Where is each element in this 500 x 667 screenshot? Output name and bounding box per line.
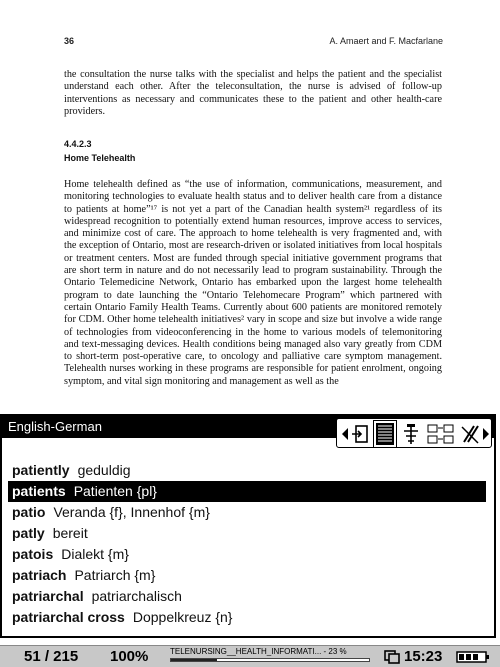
entry-translation: Doppelkreuz {n} — [132, 609, 233, 625]
entry-word: patriarchal — [12, 588, 84, 604]
reading-progress-fill — [171, 659, 217, 661]
entry-translation: patriarchalisch — [91, 588, 182, 604]
paragraph-top: the consultation the nurse talks with the specialist and helps the patient and the specialist understand each other. After the teleconsultation, the nurse is advised of follow-up interventions as necessary and communicates these to the patient and other health-care providers. — [64, 69, 442, 117]
page-number: 36 — [64, 36, 75, 46]
dictionary-entry[interactable] — [8, 460, 486, 481]
screen-rotate-icon[interactable] — [384, 650, 400, 664]
dictionary-popup[interactable] — [0, 414, 496, 638]
clock: 15:23 — [404, 648, 443, 665]
exit-icon[interactable] — [351, 423, 369, 445]
entry-word: patiently — [12, 462, 70, 478]
entry-translation: Dialekt {m} — [61, 546, 129, 562]
entry-word: patients — [12, 483, 66, 499]
entry-translation: Veranda {f}, Innenhof {m} — [53, 504, 210, 520]
language-switch-icon[interactable] — [427, 423, 455, 445]
section-title: Home Telehealth — [64, 153, 136, 163]
reading-progress-bar — [170, 658, 370, 662]
dictionary-entry-list — [8, 460, 486, 628]
entry-translation: geduldig — [77, 462, 131, 478]
entry-word: patly — [12, 525, 45, 541]
dictionary-toolbar — [336, 418, 492, 448]
status-bar — [0, 645, 500, 667]
book-title: TELENURSING__HEALTH_INFORMATI... - 23 % — [170, 647, 347, 656]
dictionary-entry[interactable] — [8, 607, 486, 628]
entry-word: patio — [12, 504, 46, 520]
zoom-level[interactable]: 100% — [110, 648, 149, 665]
next-arrow-icon[interactable] — [482, 423, 490, 445]
no-marker-icon[interactable] — [461, 423, 479, 445]
entry-translation: Patriarch {m} — [74, 567, 156, 583]
dictionary-entry[interactable] — [8, 502, 486, 523]
battery-icon — [456, 651, 490, 663]
dictionary-entry[interactable] — [8, 481, 486, 502]
section-number: 4.4.2.3 — [64, 139, 92, 149]
entry-word: patois — [12, 546, 54, 562]
dictionary-title: English-German — [8, 419, 102, 434]
dictionary-entry[interactable] — [8, 544, 486, 565]
running-head-authors: A. Amaert and F. Macfarlane — [329, 36, 443, 46]
entry-translation: bereit — [52, 525, 88, 541]
page-counter[interactable]: 51 / 215 — [24, 648, 79, 665]
paragraph-main: Home telehealth defined as “the use of information, communications, measurement, and monitoring technologies to evaluate health status and to deliver health care from a distance to patients at home”¹⁷ is not yet a part of the Canadian health system²¹ regardless of its widespread recognition to potentially extend human resources, improve access to services, and minimize cost of care. The approach to home telehealth is very fragmented and, with the exception of Ontario, most are research-driven or isolated initiatives from local hospitals or treatment centers. Most are funded through special initiative government programs that are short term in nature and do not necessarily lead to program sustainability. Through the Ontario Telemedicine Network, Ontario has embarked upon the largest home telehealth program to date launching the “Ontario Telehomecare Program” which partnered with certain Ontario Family Health Teams. Currently about 600 patients are monitored remotely for CDM. Other home telehealth initiatives² vary in scope and size but involve a wide range of technologies from videoconferencing in the home to various models of telemonitoring and text-messaging devices. Health conditions being managed also vary greatly from CDM to short-term post-operative care, to oncology and palliative care symptom management. Telehealth nurses working in these programs are responsible for patient enrolment, ongoing symptom, and vital sign monitoring and management as well as the — [64, 179, 442, 387]
dictionary-entry[interactable] — [8, 523, 486, 544]
entry-word: patriarchal cross — [12, 609, 125, 625]
prev-arrow-icon[interactable] — [341, 423, 349, 445]
entry-translation: Patienten {pl} — [73, 483, 157, 499]
dictionary-entry[interactable] — [8, 565, 486, 586]
tree-icon[interactable] — [401, 423, 421, 445]
dictionary-entry[interactable] — [8, 586, 486, 607]
entry-word: patriach — [12, 567, 67, 583]
list-view-icon[interactable] — [373, 420, 397, 448]
running-head — [64, 36, 443, 50]
